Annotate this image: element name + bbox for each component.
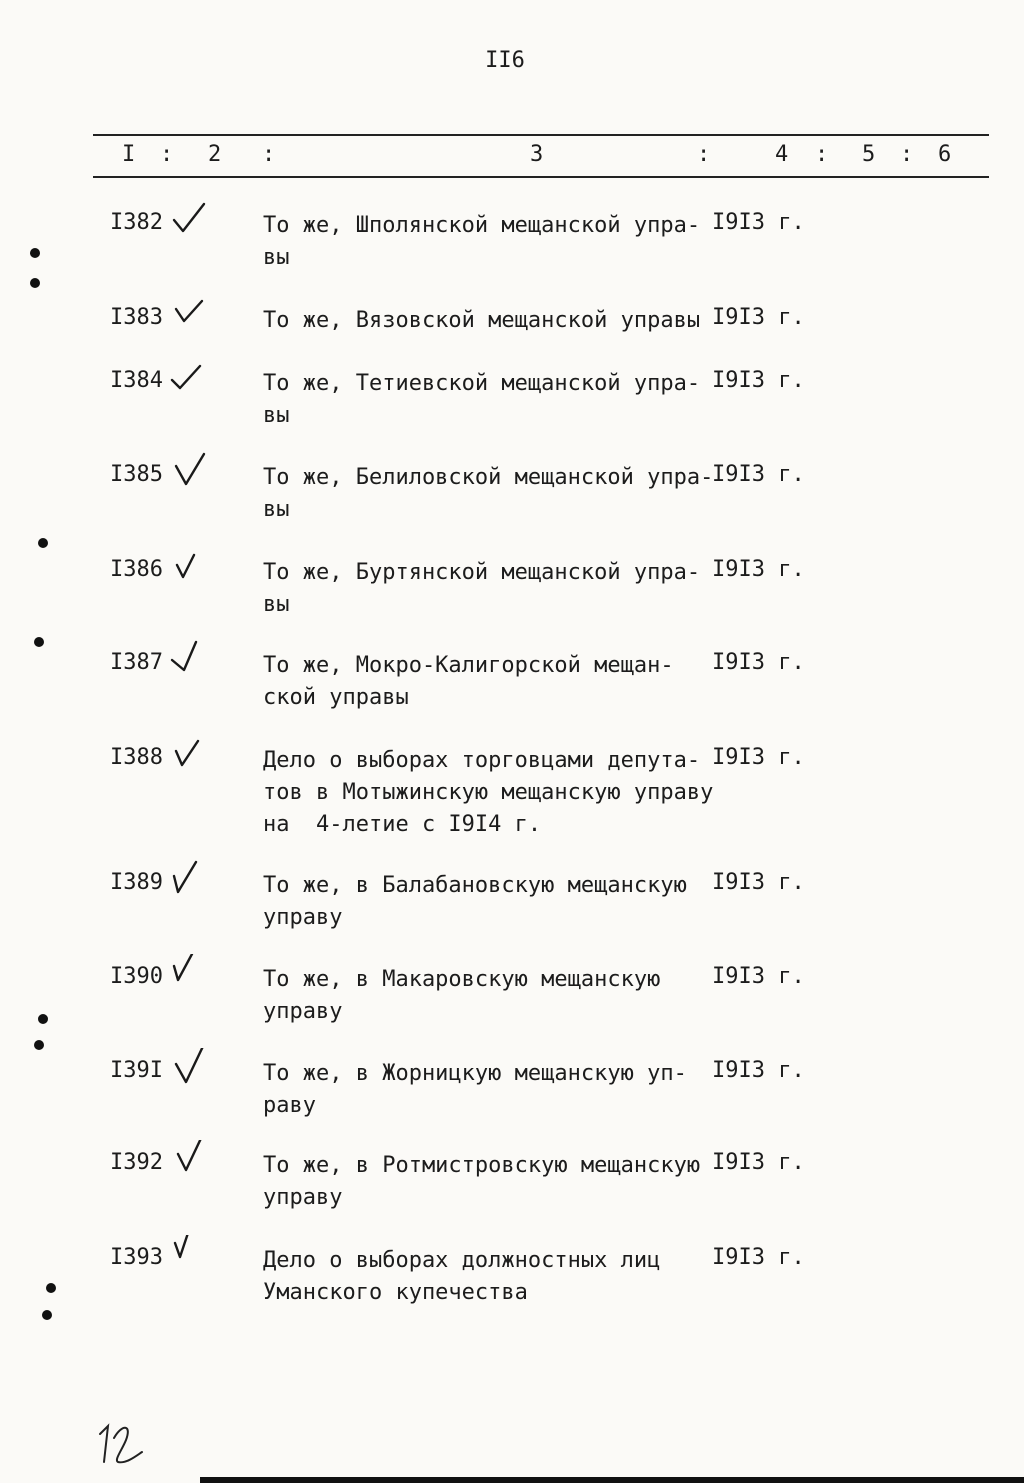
item-description: То же, Белиловской мещанской упра- вы [263,465,714,522]
item-number: I387 [110,650,163,675]
header-rule-bottom [93,176,989,178]
checkmark-icon [170,295,210,333]
item-year: I9I3 г. [712,964,805,989]
column-header-separator: : [815,142,829,167]
item-description: То же, в Макаровскую мещанскую управу [263,967,661,1024]
item-description: Дело о выборах должностных лиц Уманского купечества [263,1248,661,1305]
checkmark-icon [170,452,210,490]
page-number: II6 [485,48,525,73]
checkmark-icon [170,735,210,773]
punch-hole [34,637,44,647]
item-year: I9I3 г. [712,745,805,770]
checkmark-icon [170,200,210,238]
item-number: I384 [110,368,163,393]
column-header-5: 5 [862,142,876,167]
column-header-6: 6 [938,142,952,167]
item-number: I392 [110,1150,163,1175]
item-year: I9I3 г. [712,1245,805,1270]
checkmark-icon [170,1048,210,1086]
punch-hole [34,1040,44,1050]
item-number: I390 [110,964,163,989]
checkmark-icon [170,358,210,396]
item-description: То же, Вязовской мещанской управы [263,308,701,333]
column-header-3: 3 [530,142,544,167]
item-description: То же, Шполянской мещанской упра- вы [263,213,701,270]
item-description: То же, в Балабановскую мещанскую управу [263,873,687,930]
item-number: I393 [110,1245,163,1270]
checkmark-icon [170,1140,210,1178]
punch-hole [38,1014,48,1024]
column-header-separator: : [697,142,711,167]
header-rule-top [93,134,989,136]
item-description: То же, Мокро-Калигорской мещан- ской управы [263,653,674,710]
column-header-1: I [122,142,136,167]
column-header-4: 4 [775,142,789,167]
item-year: I9I3 г. [712,650,805,675]
item-description: Дело о выборах торговцами депута- тов в Мотыжинскую мещанскую управу на 4-летие с I9I4 г. [263,748,714,837]
item-description: То же, Тетиевской мещанской упра- вы [263,371,701,428]
punch-hole [38,538,48,548]
punch-hole [42,1310,52,1320]
item-year: I9I3 г. [712,557,805,582]
bottom-border [200,1477,1024,1483]
item-description: То же, в Ротмистровскую мещанскую управу [263,1153,701,1210]
item-description: То же, Буртянской мещанской упра- вы [263,560,701,617]
item-year: I9I3 г. [712,210,805,235]
punch-hole [30,278,40,288]
item-number: I385 [110,462,163,487]
column-header-separator: : [160,142,174,167]
item-year: I9I3 г. [712,870,805,895]
column-header-2: 2 [208,142,222,167]
checkmark-icon [170,640,210,678]
column-header-separator: : [262,142,276,167]
item-number: I388 [110,745,163,770]
checkmark-icon [170,547,210,585]
item-number: I383 [110,305,163,330]
item-number: I389 [110,870,163,895]
item-number: I386 [110,557,163,582]
item-number: I382 [110,210,163,235]
checkmark-icon [170,1235,210,1273]
item-number: I39I [110,1058,163,1083]
checkmark-icon [170,860,210,898]
checkmark-icon [170,954,210,992]
column-header-separator: : [900,142,914,167]
punch-hole [30,248,40,258]
item-year: I9I3 г. [712,305,805,330]
punch-hole [46,1283,56,1293]
item-year: I9I3 г. [712,1150,805,1175]
item-year: I9I3 г. [712,1058,805,1083]
item-year: I9I3 г. [712,368,805,393]
item-year: I9I3 г. [712,462,805,487]
item-description: То же, в Жорницкую мещанскую уп- раву [263,1061,687,1118]
handwritten-signature [96,1416,156,1466]
